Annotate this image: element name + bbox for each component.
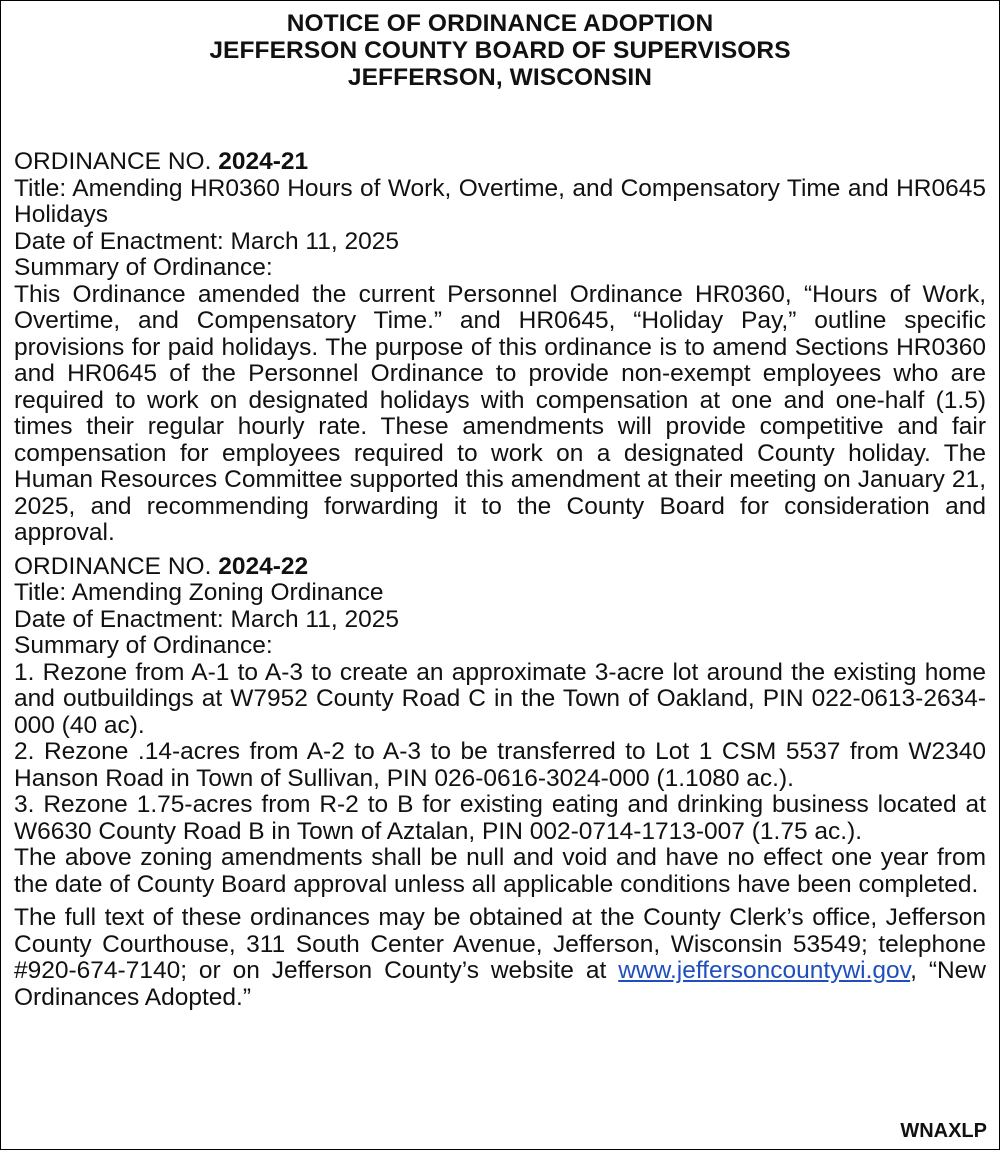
enactment-date: Date of Enactment: March 11, 2025 — [14, 227, 399, 255]
summary-text: This Ordinance amended the current Personnel Ordinance HR0360, “Hours of Work, Overtime, and Compensatory Time.” and HR0645, “Holiday Pay,” outline specific provisions for paid holidays. The purpose of this ordinance is to amend Sections HR0360 and HR0645 of the Personnel Ordinance to provide non-exempt employees who are required to work on designated holidays with compensation at one and one-half (1.5) times their regular hourly rate. These amendments will provide competitive and fair compensation for employees required to work on a designated County holiday. The Human Resources Committee supported this amendment at their meeting on January 21, 2025, and recommending forwarding it to the County Board for consideration and approval. — [14, 280, 986, 546]
full-text-notice — [14, 905, 986, 1011]
summary-label: Summary of Ordinance: — [14, 632, 273, 659]
header-title: NOTICE OF ORDINANCE ADOPTION — [286, 10, 714, 37]
ordinance-title: Title: Amending HR0360 Hours of Work, Overtime, and Compensatory Time and HR0645 Holidays — [14, 174, 986, 228]
header-board: JEFFERSON COUNTY BOARD OF SUPERVISORS — [209, 37, 791, 64]
enactment-date: Date of Enactment: March 11, 2025 — [14, 605, 399, 633]
notice-header — [1, 1, 999, 91]
notice-body — [14, 149, 986, 1011]
publication-code: WNAXLP — [900, 1120, 987, 1142]
rezone-item-2: 2. Rezone .14-acres from A-2 to A-3 to be transferred to Lot 1 CSM 5537 from W2340 Hanson Road in Town of Sullivan, PIN 026-0616-3024-000 (1.1080 ac.). — [14, 738, 986, 792]
ordinance-title: Title: Amending Zoning Ordinance — [14, 579, 384, 606]
ordinance-number-line — [14, 149, 986, 176]
ordinance-number-line — [14, 554, 986, 581]
zoning-closing-text: The above zoning amendments shall be null and void and have no effect one year from the date of County Board approval unless all applicable conditions have been completed. — [14, 844, 986, 898]
full-text-intro: The full text of these ordinances may be obtained at the County Clerk’s office, Jefferson County Courthouse, 311 South Center Avenue, Jefferson, Wisconsin 53549; telephone #920-674-7140; or on Jefferson County’s website at — [14, 904, 986, 984]
ordinance-number: 2024-22 — [218, 552, 309, 580]
summary-label: Summary of Ordinance: — [14, 254, 273, 281]
ordinance-2024-21 — [14, 149, 986, 547]
ordinance-number: 2024-21 — [218, 148, 309, 175]
county-website-link[interactable]: www.jeffersoncountywi.gov — [618, 957, 911, 984]
ordinance-label: ORDINANCE NO. — [14, 552, 212, 580]
header-location: JEFFERSON, WISCONSIN — [347, 64, 653, 91]
rezone-item-1: 1. Rezone from A-1 to A-3 to create an approximate 3-acre lot around the existing home and outbuildings at W7952 County Road C in the Town of Oakland, PIN 022-0613-2634-000 (40 ac). — [14, 658, 986, 739]
ordinance-2024-22 — [14, 554, 986, 899]
rezone-item-3: 3. Rezone 1.75-acres from R-2 to B for existing eating and drinking business located at W6630 County Road B in Town of Aztalan, PIN 002-0714-1713-007 (1.75 ac.). — [14, 791, 986, 845]
full-text-outro: , “New Ordinances Adopted.” — [14, 957, 986, 1011]
ordinance-label: ORDINANCE NO. — [14, 148, 212, 175]
